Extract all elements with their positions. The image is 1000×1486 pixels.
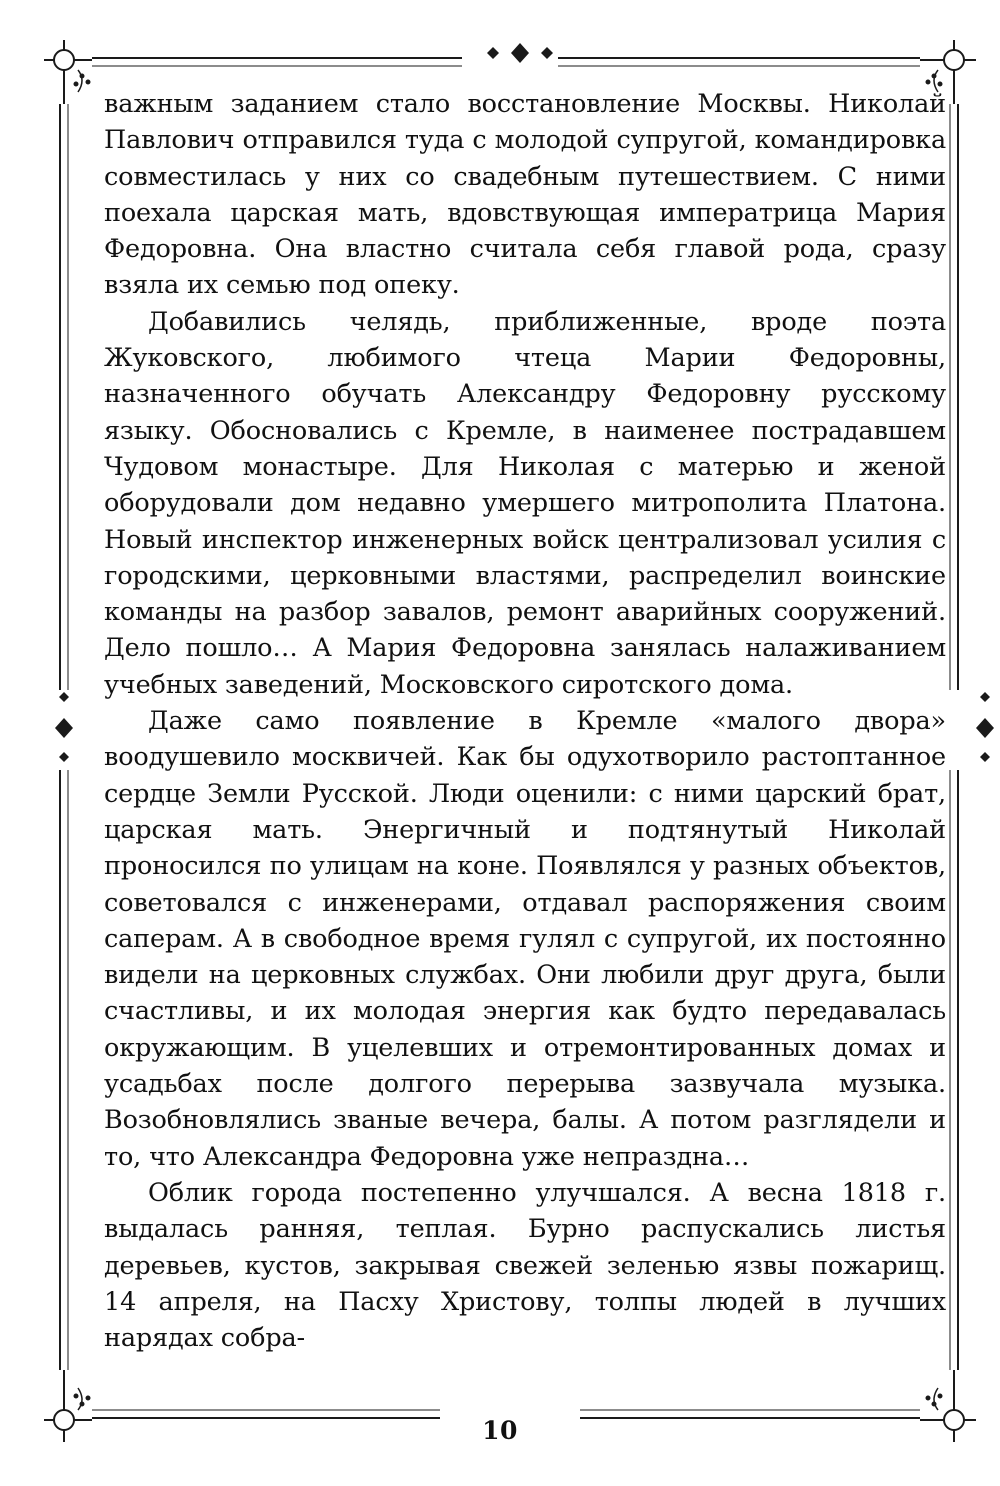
paragraph-3: Даже само появление в Кремле «малого двора» воодушевило москвичей. Как бы одухотворило растоптанное сердце Земли Русской. Люди оценили: с ними царский брат, царская мать. Энергичный и подтянутый Николай проносился по улицам на коне. Появлялся у разных объектов, советовался с инженерами, отдавал распоряжения своим саперам. А в свободное время гулял с супругой, их постоянно видели на церковных службах. Они любили друг друга, были счастливы, и их молодая энергия как будто передавалась окружающим. В уцелевших и отремонтированных домах и усадьбах после долгого перерыва зазвучала музыка. Возобновлялись званые вечера, балы. А потом разглядели и то, что Александра Федоровна уже непраздна… [104,706,946,1172]
paragraph-1: важным заданием стало восстановление Москвы. Николай Павлович отправился туда с молодой супругой, командировка совместилась у них со свадебным путешествием. С ними поехала царская мать, вдовствующая императрица Мария Федоровна. Она властно считала себя главой рода, сразу взяла их семью под опеку. [104,89,946,301]
left-diamond-cluster-ornament-icon [55,692,73,762]
corner-top-left-ornament-icon [44,40,92,104]
paragraph-4: Облик города постепенно улучшался. А весна 1818 г. выдалась ранняя, теплая. Бурно распускались листья деревьев, кустов, закрывая свежей зеленью язвы пожарищ. 14 апреля, на Пасху Христову, толпы людей в лучших нарядах собра- [104,1177,946,1354]
paragraph-2: Добавились челядь, приближенные, вроде поэта Жуковского, любимого чтеца Марии Федоровны, назначенного обучать Александру Федоровну русскому языку. Обосновались с Кремле, в наименее пострадавшем Чудовом монастыре. Для Николая с матерью и женой оборудовали дом недавно умершего митрополита Платона. Новый инспектор инженерных войск централизовал усилия с городскими, церковными властями, распределил воинские команды на разбор завалов, ремонт аварийных сооружений. Дело пошло… А Мария Федоровна занялась налаживанием учебных заведений, Московского сиротского дома. [104,306,946,700]
page-body-text [104,86,946,1356]
page-number: 10 [482,1416,518,1445]
right-diamond-cluster-ornament-icon [976,692,994,762]
top-three-diamonds-ornament-icon [487,43,553,63]
